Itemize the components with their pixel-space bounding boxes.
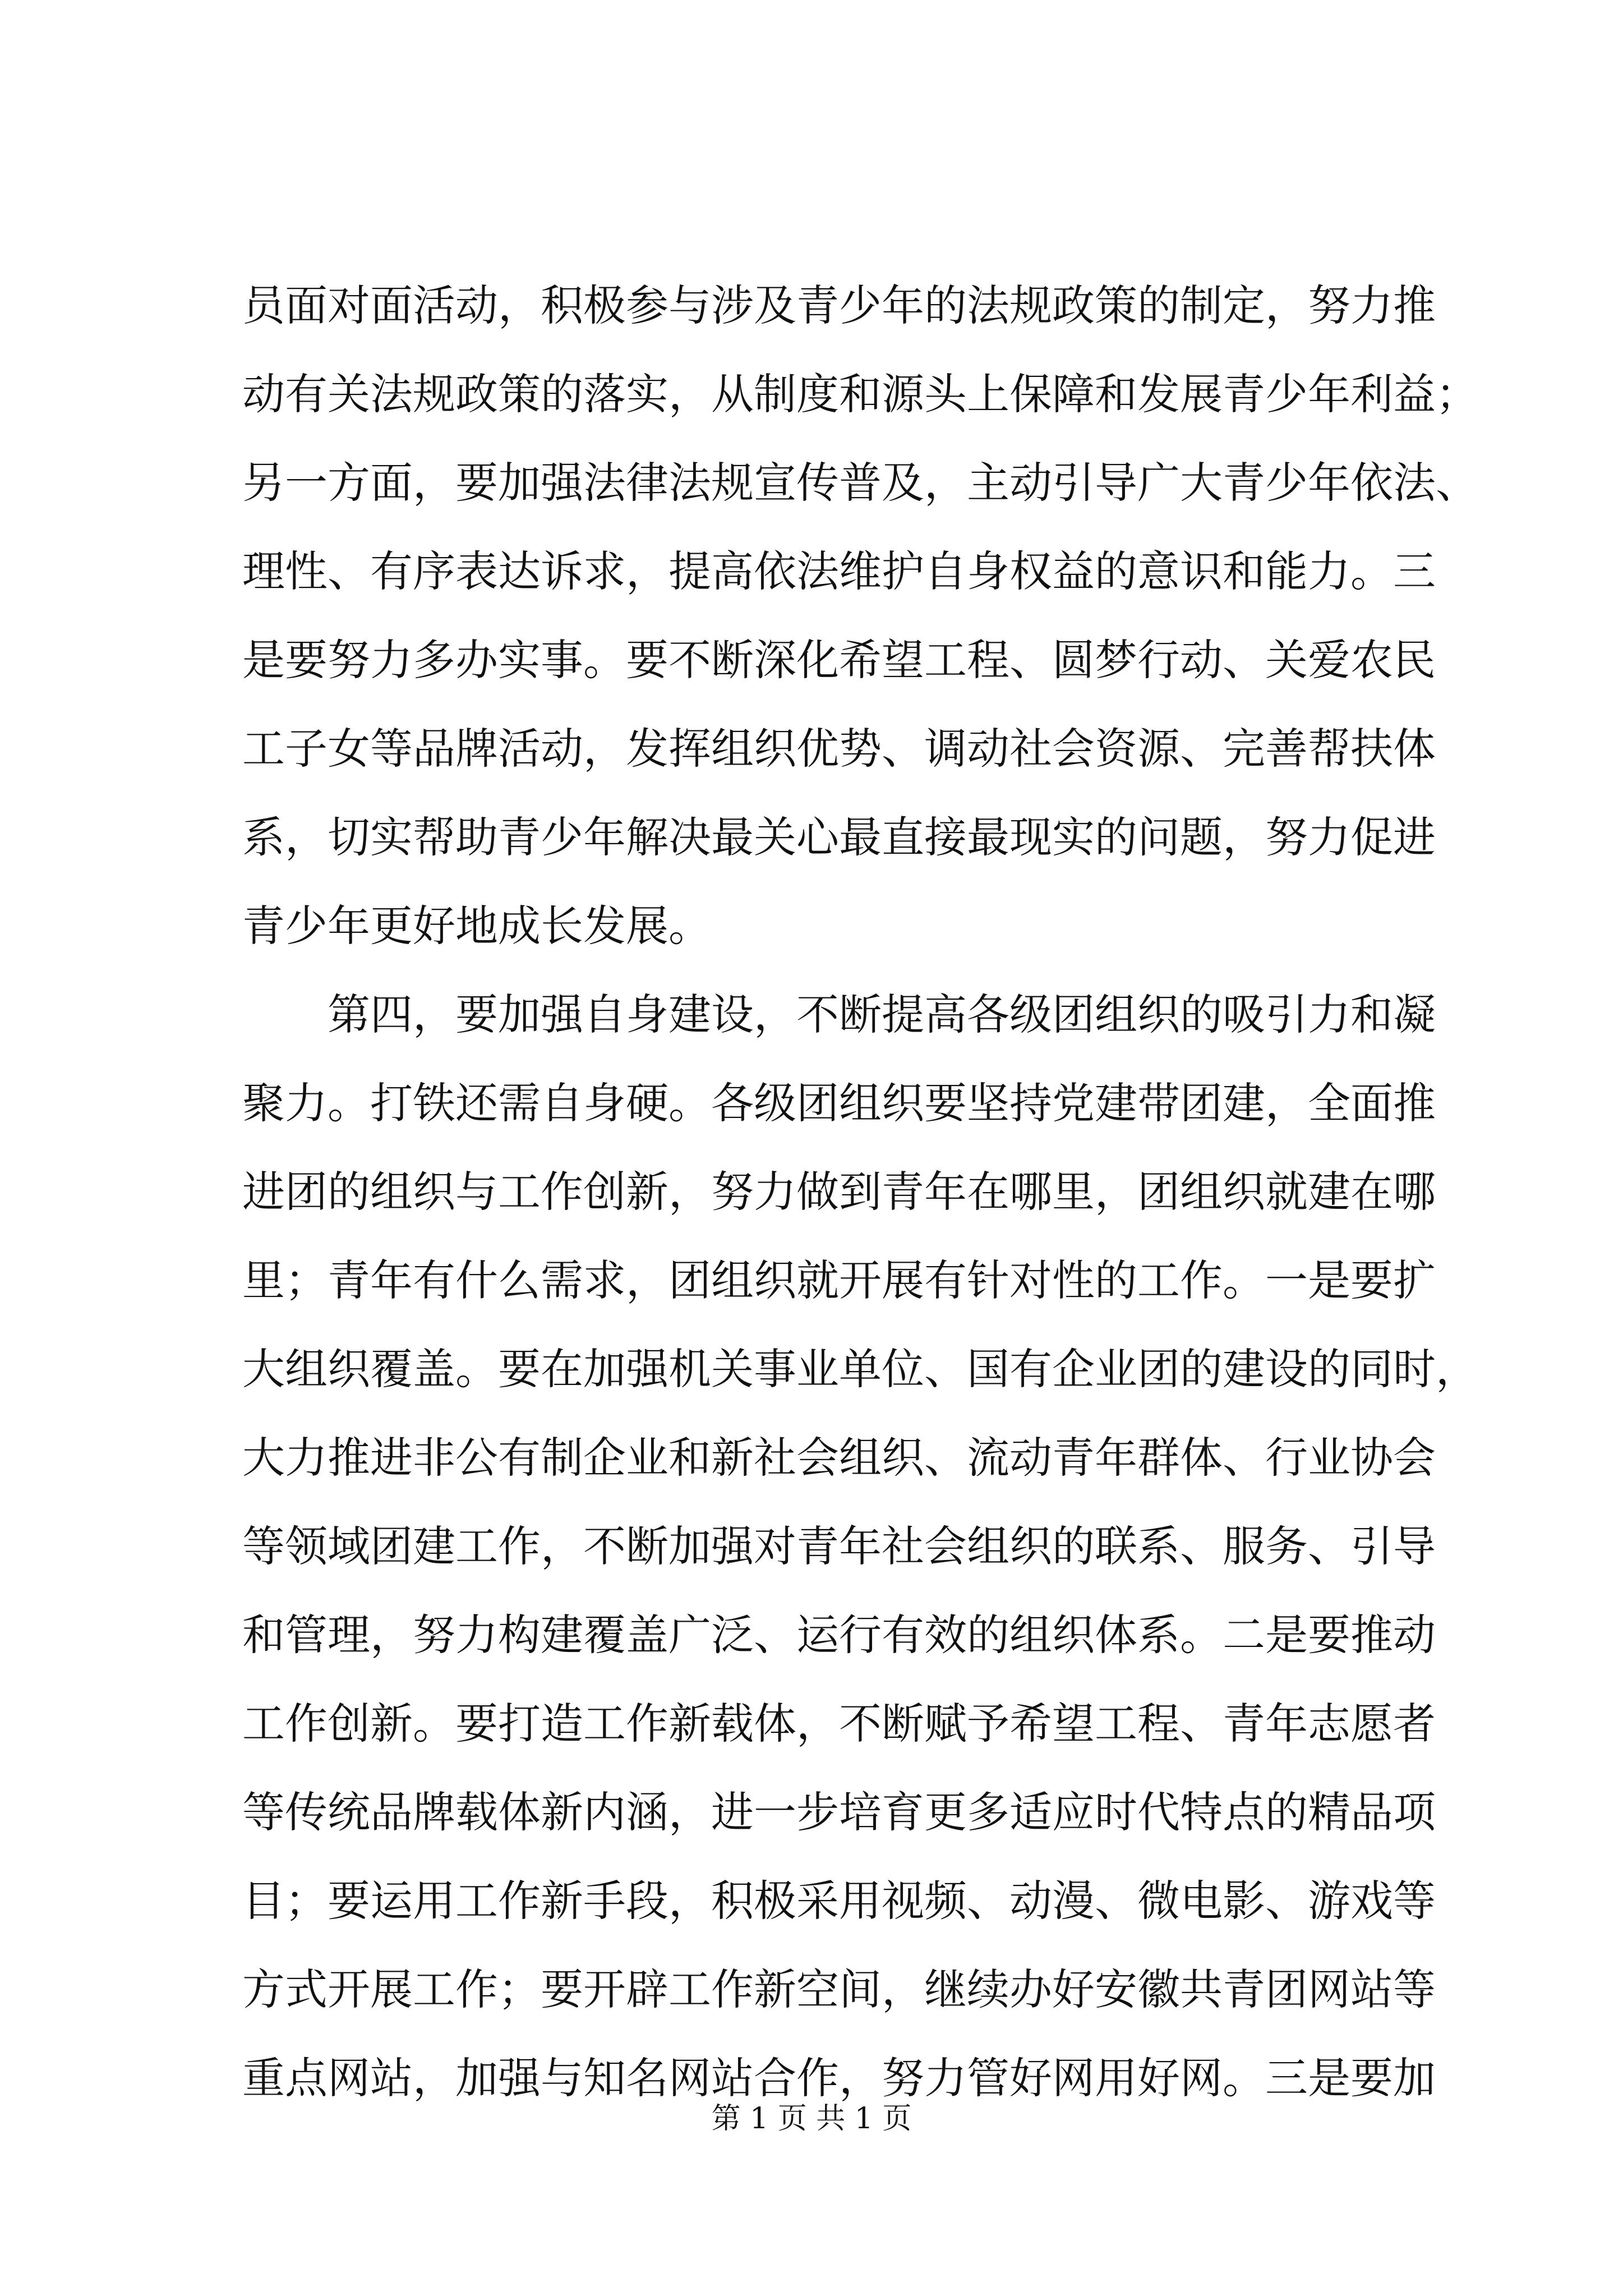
body-line: 青少年更好地成长发展。 (242, 901, 711, 951)
body-line: 重点网站，加强与知名网站合作，努力管好网用好网。三是要加 (242, 2053, 1436, 2103)
body-line: 和管理，努力构建覆盖广泛、运行有效的组织体系。二是要推动 (242, 1610, 1436, 1660)
page-number-footer: 第 1 页 共 1 页 (711, 2102, 912, 2136)
body-line: 大组织覆盖。要在加强机关事业单位、国有企业团的建设的同时， (242, 1344, 1478, 1394)
body-line: 大力推进非公有制企业和新社会组织、流动青年群体、行业协会 (242, 1433, 1436, 1483)
body-line: 聚力。打铁还需自身硬。各级团组织要坚持党建带团建，全面推 (242, 1078, 1436, 1128)
body-line: 另一方面，要加强法律法规宣传普及，主动引导广大青少年依法、 (242, 458, 1478, 508)
body-line: 动有关法规政策的落实，从制度和源头上保障和发展青少年利益； (242, 369, 1478, 419)
paragraph-first-line: 第四，要加强自身建设，不断提高各级团组织的吸引力和凝 (328, 990, 1436, 1039)
body-line: 等领域团建工作，不断加强对青年社会组织的联系、服务、引导 (242, 1521, 1436, 1571)
body-line: 进团的组织与工作创新，努力做到青年在哪里，团组织就建在哪 (242, 1167, 1436, 1217)
body-line: 目；要运用工作新手段，积极采用视频、动漫、微电影、游戏等 (242, 1876, 1436, 1926)
body-line: 方式开展工作；要开辟工作新空间，继续办好安徽共青团网站等 (242, 1964, 1436, 2014)
body-line: 工作创新。要打造工作新载体，不断赋予希望工程、青年志愿者 (242, 1699, 1436, 1749)
body-line: 等传统品牌载体新内涵，进一步培育更多适应时代特点的精品项 (242, 1787, 1436, 1837)
body-line: 理性、有序表达诉求，提高依法维护自身权益的意识和能力。三 (242, 546, 1436, 596)
body-line: 系，切实帮助青少年解决最关心最直接最现实的问题，努力促进 (242, 812, 1436, 862)
body-line: 工子女等品牌活动，发挥组织优势、调动社会资源、完善帮扶体 (242, 724, 1436, 774)
body-line: 里；青年有什么需求，团组织就开展有针对性的工作。一是要扩 (242, 1255, 1436, 1305)
body-line: 员面对面活动，积极参与涉及青少年的法规政策的制定，努力推 (242, 280, 1436, 330)
body-line: 是要努力多办实事。要不断深化希望工程、圆梦行动、关爱农民 (242, 635, 1436, 685)
